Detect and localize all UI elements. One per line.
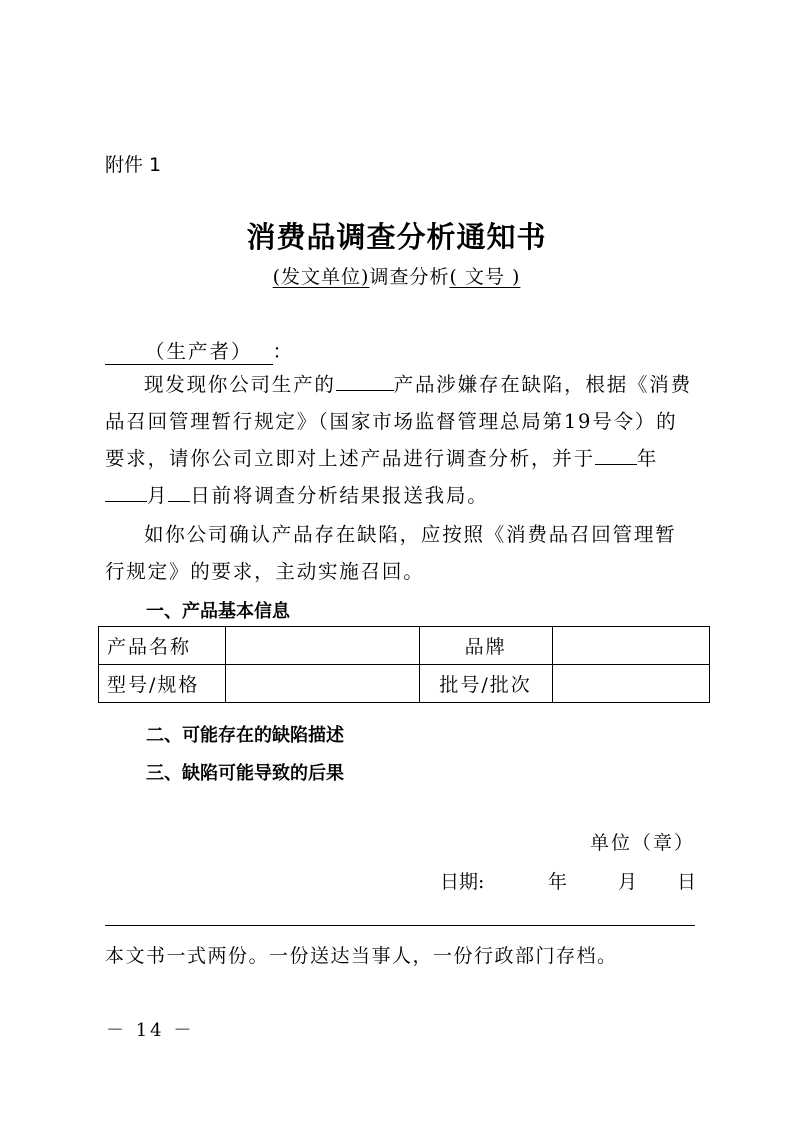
- footnote-divider: [105, 925, 695, 926]
- subtitle-middle: 调查分析: [369, 266, 450, 288]
- table-cell-model-label: 型号/规格: [99, 665, 226, 703]
- footnote: 本文书一式两份。一份送达当事人，一份行政部门存档。: [105, 945, 618, 967]
- para1-text-1: 现发现你公司生产的: [144, 373, 336, 396]
- unit-seal: 单位（章）: [590, 832, 696, 854]
- table-cell-batch-label: 批号/批次: [419, 665, 552, 703]
- para1-text-3: 前将调查分析结果报送我局。: [211, 484, 489, 507]
- attachment-label: 附件 1: [105, 154, 162, 176]
- date-day: 日: [677, 871, 697, 893]
- section-heading-1: 一、产品基本信息: [146, 601, 290, 622]
- table-cell-batch-value: [552, 665, 709, 703]
- month-blank: [105, 483, 147, 502]
- producer-placeholder: （生产者）: [105, 336, 273, 365]
- table-cell-model-value: [226, 665, 419, 703]
- table-cell-brand-value: [552, 627, 709, 665]
- document-title: 消费品调查分析通知书: [246, 220, 547, 254]
- date-year: 年: [548, 871, 568, 893]
- section-heading-2: 二、可能存在的缺陷描述: [146, 725, 344, 746]
- addressee-colon: ：: [272, 340, 293, 363]
- date-label: 日期:: [440, 871, 485, 893]
- year-blank: [595, 446, 637, 465]
- product-info-table: [98, 626, 710, 703]
- notice-paragraph-2: 如你公司确认产品存在缺陷，应按照《消费品召回管理暂行规定》的要求，主动实施召回。: [105, 523, 677, 583]
- para1-text-2: 产品涉嫌存在缺陷，根据《消费品召回管理暂行规定》（国家市场监督管理总局第19号令）的要求，请你公司立即对上述产品进行调查分析，并于: [105, 373, 692, 470]
- document-subtitle: [0, 262, 793, 289]
- table-row: [99, 665, 710, 703]
- table-row: [99, 627, 710, 665]
- product-name-blank: [336, 372, 394, 391]
- table-cell-product-name-value: [226, 627, 419, 665]
- doc-number-placeholder: ( 文号 ): [449, 266, 521, 288]
- page-number: － 14 －: [106, 1020, 195, 1041]
- addressee: [105, 336, 292, 365]
- table-cell-product-name-label: 产品名称: [99, 627, 226, 665]
- para1-day: 日: [190, 484, 212, 507]
- table-cell-brand-label: 品牌: [419, 627, 552, 665]
- section-heading-3: 三、缺陷可能导致的后果: [146, 763, 344, 784]
- notice-paragraph-1: [105, 366, 695, 514]
- day-blank: [168, 483, 190, 502]
- para1-year: 年: [636, 447, 659, 470]
- date-month: 月: [618, 871, 638, 893]
- para1-month: 月: [147, 484, 169, 507]
- issuer-placeholder: (发文单位): [272, 266, 370, 288]
